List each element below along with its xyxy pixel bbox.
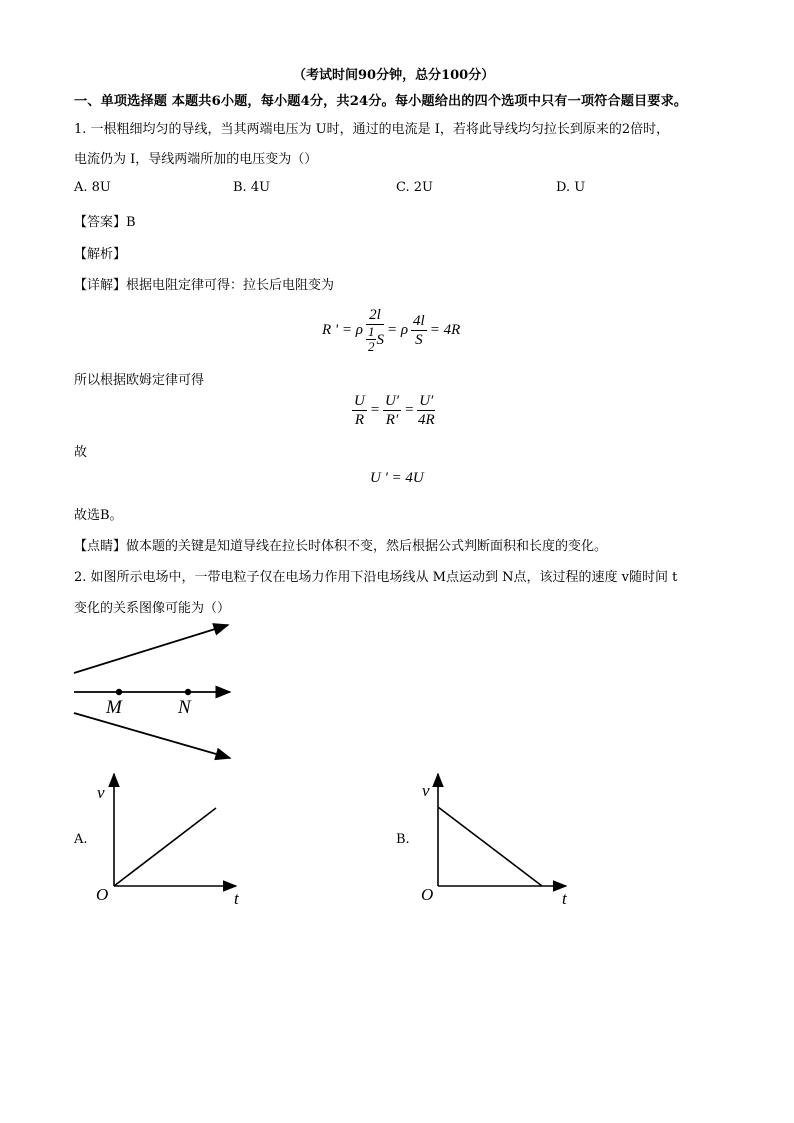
point-m: [116, 689, 122, 695]
eq1-lhs: R ' = ρ: [322, 321, 363, 338]
eq2-d2: R′: [385, 412, 399, 428]
q1-detail-text: 【详解】根据电阻定律可得：拉长后电阻变为: [74, 278, 335, 293]
eq1-den1: [366, 325, 384, 354]
graph-a-t-label: t: [234, 889, 239, 908]
label-m: M: [106, 697, 122, 718]
eq1-num1: 2l: [366, 306, 384, 325]
q1-answer: 【答案】B: [74, 215, 136, 230]
eq2-eq-a: =: [369, 402, 380, 418]
field-line-lower: [74, 713, 230, 758]
q1-stem-line2: 电流仍为 I，导线两端所加的电压变为（）: [74, 152, 318, 167]
q1-analysis-label: 【解析】: [74, 247, 127, 262]
label-n: N: [178, 697, 191, 718]
eq1-num2: 4l: [413, 312, 425, 329]
q1-therefore: 故: [74, 445, 88, 460]
graph-a-curve: [114, 808, 216, 886]
eq2-eq-b: =: [404, 402, 415, 418]
eq2-n3: U′: [419, 393, 434, 409]
q1-option-b: B. 4U: [233, 180, 271, 195]
field-line-upper: [74, 625, 228, 673]
graph-a-v-label: v: [97, 783, 105, 802]
graph-option-a: [90, 770, 250, 910]
eq2-d1: R: [354, 412, 364, 428]
section-heading: 一、单项选择题 本题共6小题，每小题4分，共24分。每小题给出的四个选项中只有一项符合题目要求。: [74, 94, 688, 109]
eq1-den1-den: 2: [367, 339, 375, 354]
electric-field-diagram: [60, 615, 250, 770]
eq2-d3: 4R: [417, 412, 435, 428]
graph-b-o-label: O: [421, 885, 434, 904]
equation-result: U ' = 4U: [370, 470, 424, 486]
q2-stem-line2: 变化的关系图像可能为（）: [74, 601, 231, 616]
eq2-n1: U: [354, 393, 365, 409]
eq1-den1-tail: S: [376, 331, 384, 348]
point-n: [185, 689, 191, 695]
q1-ohm-text: 所以根据欧姆定律可得: [74, 373, 205, 388]
exam-info: （考试时间90分钟，总分100分）: [293, 68, 495, 83]
q1-option-d: D. U: [556, 180, 586, 195]
eq1-fraction-1: [366, 306, 384, 354]
graph-a-o-label: O: [96, 885, 109, 904]
q1-choose: 故选B。: [74, 508, 123, 523]
eq1-den1-num: 1: [367, 324, 375, 339]
q1-stem-line1: 1. 一根粗细均匀的导线，当其两端电压为 U时，通过的电流是 I，若将此导线均匀拉长到原来的2倍时，: [74, 122, 670, 137]
eq1-den2: S: [415, 331, 423, 348]
q2-option-b-label: B.: [396, 832, 410, 847]
q1-option-c: C. 2U: [396, 180, 433, 195]
equation-ohm: [352, 392, 435, 429]
eq2-n2: U′: [384, 393, 400, 409]
graph-b-curve: [438, 807, 542, 886]
equation-resistance: [322, 300, 460, 360]
q2-option-a-label: A.: [74, 832, 88, 847]
graph-b-t-label: t: [562, 889, 567, 908]
eq1-mid: = ρ: [386, 321, 409, 338]
q2-stem-line1: 2. 如图所示电场中，一带电粒子仅在电场力作用下沿电场线从 M点运动到 N点，该过程的速度 v随时间 t: [74, 570, 678, 585]
graph-b-v-label: v: [422, 781, 430, 800]
eq1-rhs: = 4R: [429, 321, 461, 338]
q1-option-a: A. 8U: [74, 180, 111, 195]
graph-option-b: [414, 770, 584, 915]
q1-comment: 【点睛】做本题的关键是知道导线在拉长时体积不变，然后根据公式判断面积和长度的变化。: [74, 539, 608, 554]
eq1-fraction-2: [411, 312, 427, 349]
